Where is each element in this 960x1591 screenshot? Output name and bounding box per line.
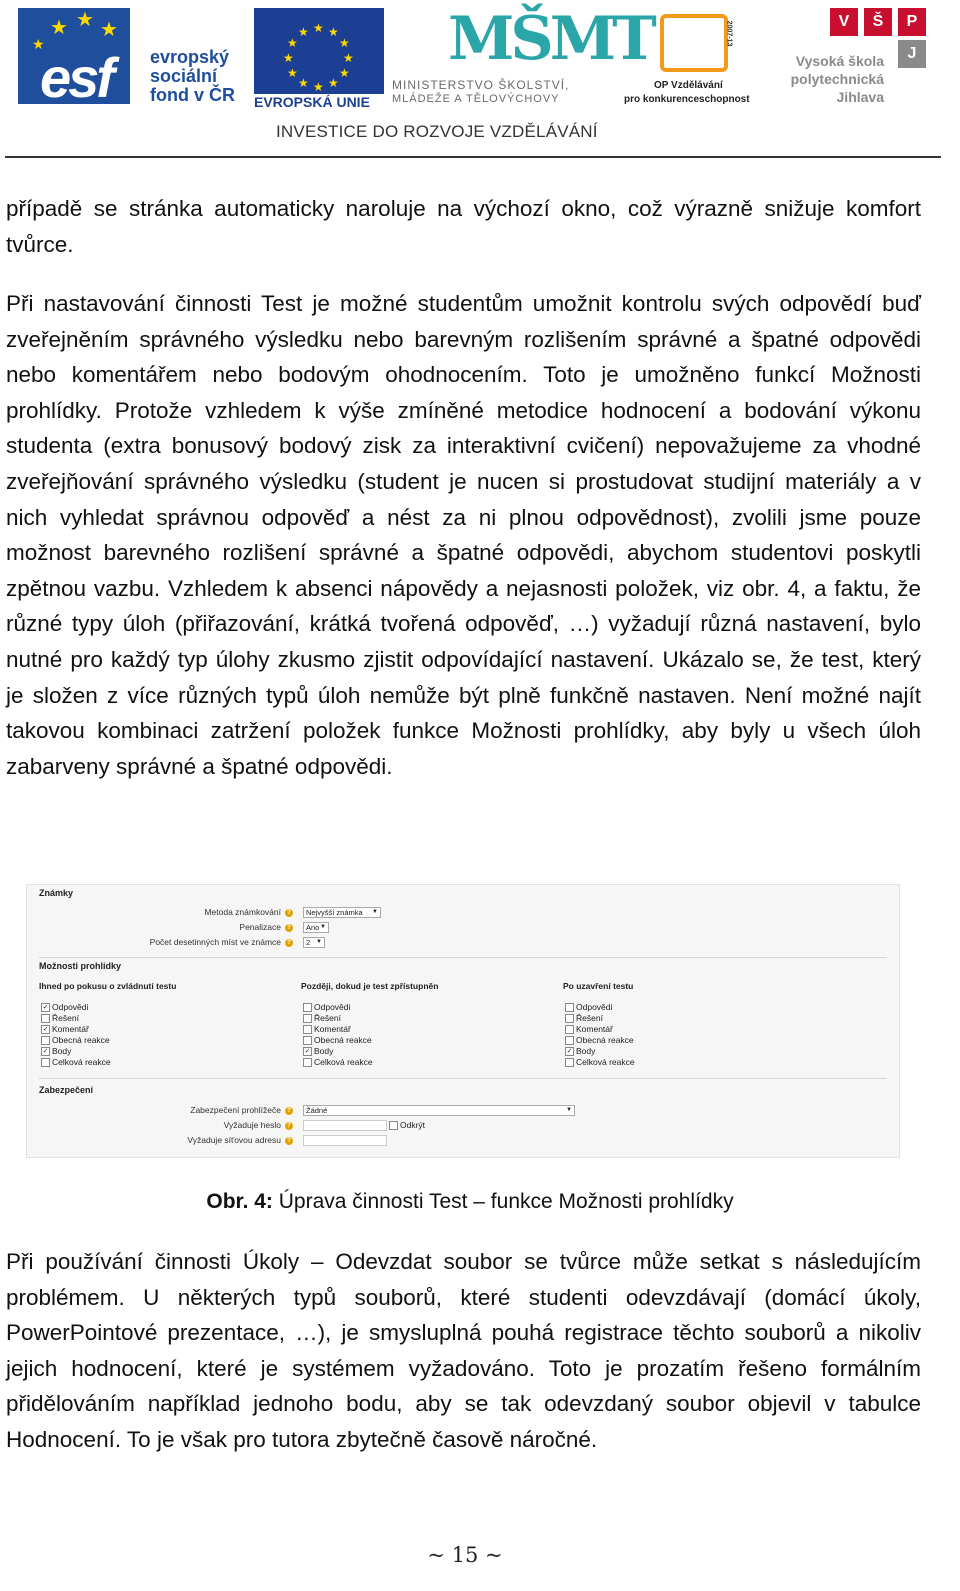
header-tagline: INVESTICE DO ROZVOJE VZDĚLÁVÁNÍ: [276, 122, 598, 141]
review-option-label: Body: [314, 1046, 334, 1056]
help-icon[interactable]: ?: [285, 939, 293, 947]
review-option-label: Řešení: [576, 1013, 603, 1023]
chevron-down-icon: ▼: [372, 909, 378, 915]
review-option-label: Obecná reakce: [52, 1035, 110, 1045]
chevron-down-icon: ▼: [320, 924, 326, 930]
review-option-checkbox[interactable]: [303, 1057, 373, 1068]
checkbox-icon: [565, 1058, 574, 1067]
review-option-checkbox[interactable]: [565, 1013, 603, 1024]
decimal-places-label: Počet desetinných míst ve známce: [149, 937, 281, 947]
op-logo-mark: [660, 14, 728, 72]
review-option-label: Komentář: [576, 1024, 613, 1034]
penalty-select[interactable]: Ano ▼: [303, 922, 329, 933]
figure-quiz-settings-screenshot: [26, 884, 900, 1158]
review-option-checkbox[interactable]: [303, 1035, 372, 1046]
star-icon: ★: [287, 66, 298, 80]
column-title-after-close: Po uzavření testu: [563, 981, 634, 991]
section-title-review-options: Možnosti prohlídky: [39, 961, 121, 971]
checked-checkbox-icon: ✓: [304, 1048, 311, 1056]
page-header: [0, 0, 960, 160]
unmask-checkbox[interactable]: Odkrýt: [389, 1120, 425, 1131]
checkbox-icon: [565, 1025, 574, 1034]
checked-checkbox-icon: ✓: [42, 1048, 49, 1056]
op-logo-year: 2007-13: [725, 20, 733, 47]
review-option-checkbox[interactable]: [303, 1013, 341, 1024]
checkbox-icon: [303, 1025, 312, 1034]
eu-flag-logo: [254, 8, 384, 94]
msmt-logo-line1: MINISTERSTVO ŠKOLSTVÍ,: [392, 78, 570, 92]
password-input[interactable]: [303, 1120, 387, 1131]
review-option-label: Obecná reakce: [576, 1035, 634, 1045]
page-number: ~ 15 ~: [427, 1543, 503, 1567]
review-option-checkbox[interactable]: [303, 1046, 333, 1057]
review-option-label: Celková reakce: [52, 1057, 111, 1067]
chevron-down-icon: ▼: [566, 1107, 572, 1113]
vspj-logo-letter: Š: [864, 8, 892, 36]
review-option-label: Body: [52, 1046, 72, 1056]
msmt-logo-mark: MŠMT: [448, 4, 653, 74]
checkbox-icon: [303, 1014, 312, 1023]
section-title-grades: Známky: [39, 888, 74, 898]
help-icon[interactable]: ?: [285, 1122, 293, 1130]
review-option-checkbox[interactable]: [41, 1002, 88, 1013]
star-icon: ★: [76, 9, 94, 31]
vspj-logo-letter: J: [898, 40, 926, 68]
star-icon: ★: [100, 19, 118, 41]
star-icon: ★: [298, 76, 309, 90]
vspj-logo-text: Vysoká škola polytechnická Jihlava: [790, 53, 884, 105]
review-option-checkbox[interactable]: [41, 1024, 89, 1035]
review-option-label: Komentář: [314, 1024, 351, 1034]
review-option-label: Celková reakce: [576, 1057, 635, 1067]
penalty-label: Penalizace: [239, 922, 281, 932]
paragraph-intro: případě se stránka automaticky naroluje na výchozí okno, což výrazně snižuje komfort tvůrce.: [6, 196, 921, 257]
require-password-label: Vyžaduje heslo: [223, 1120, 281, 1130]
review-option-label: Odpovědi: [576, 1002, 613, 1012]
eu-logo-text: EVROPSKÁ UNIE: [254, 94, 370, 110]
star-icon: ★: [313, 80, 324, 94]
help-icon[interactable]: ?: [285, 909, 293, 917]
review-option-label: Odpovědi: [314, 1002, 351, 1012]
checked-checkbox-icon: ✓: [42, 1026, 49, 1034]
chevron-down-icon: ▼: [316, 939, 322, 945]
checkbox-icon: [303, 1003, 312, 1012]
section-divider: [39, 957, 887, 958]
esf-logo-text: evropský sociální fond v ČR: [150, 47, 235, 105]
op-logo-line1: OP Vzdělávání: [654, 80, 723, 91]
column-title-later: Později, dokud je test zpřístupněn: [301, 981, 439, 991]
star-icon: ★: [339, 66, 350, 80]
network-address-input[interactable]: [303, 1135, 387, 1146]
paragraph-test-settings: Při nastavování činnosti Test je možné studentům umožnit kontrolu svých odpovědí buď zveřejněním správného výsledku nebo barevným rozlišením správné a špatné odpovědi nebo komentářem nebo bodovým ohodnocením. Toto je umožněno funkcí Možnosti prohlídky. Protože vzhledem k výše zmíněné metodice hodnocení a bodování výkonu studenta (extra bonusový bodový zisk za interaktivní cvičení) nepovažujeme za vhodné zveřejňování správného výsledku (student je nucen si prostudovat studijní materiály a v nich vyhledat správnou odpověď a nést za ni plnou odpovědnost), zvolili jsme pouze možnost barevného rozlišení správné a špatné odpovědi, abychom studentovi poskytli zpětnou vazbu. Vzhledem k absenci nápovědy a nejasnosti položek, viz obr. 4, a faktu, že různé typy úloh (přiřazování, krátká tvořená odpověď, …) vyžadují různá nastavení, bylo nutné pro každý typ úlohy zkusmo zjistit odpovídající nastavení. Ukázalo se, že test, který je složen z více různých typů úloh nemůže být plně funkčně nastaven. Není možné najít takovou kombinaci zatržení položek funkce Možnosti prohlídky, aby byly u všech úloh zabarveny správné a špatné odpovědi.: [6, 291, 921, 779]
star-icon: ★: [313, 21, 324, 35]
vspj-logo-letter: V: [830, 8, 858, 36]
review-option-label: Řešení: [314, 1013, 341, 1023]
star-icon: ★: [328, 25, 339, 39]
vspj-logo-letter: P: [898, 8, 926, 36]
help-icon[interactable]: ?: [285, 1137, 293, 1145]
review-option-label: Celková reakce: [314, 1057, 373, 1067]
star-icon: ★: [50, 17, 68, 39]
star-icon: ★: [339, 36, 350, 50]
star-icon: ★: [298, 25, 309, 39]
review-option-checkbox[interactable]: [41, 1035, 110, 1046]
review-option-checkbox[interactable]: [41, 1013, 79, 1024]
esf-logo-letters: esf: [40, 46, 112, 109]
review-option-label: Komentář: [52, 1024, 89, 1034]
figure-caption: Obr. 4: Úprava činnosti Test – funkce Možnosti prohlídky: [206, 1190, 734, 1213]
checkbox-icon: [389, 1121, 398, 1130]
review-option-checkbox[interactable]: [41, 1057, 111, 1068]
checked-checkbox-icon: ✓: [566, 1048, 573, 1056]
header-divider: [5, 156, 941, 158]
review-option-checkbox[interactable]: [41, 1046, 71, 1057]
checkbox-icon: [41, 1014, 50, 1023]
checked-checkbox-icon: ✓: [42, 1004, 49, 1012]
checkbox-icon: [41, 1036, 50, 1045]
review-option-checkbox[interactable]: [565, 1024, 613, 1035]
column-title-immediately: Ihned po pokusu o zvládnutí testu: [39, 981, 177, 991]
require-network-label: Vyžaduje síťovou adresu: [187, 1135, 281, 1145]
decimal-places-select[interactable]: 2 ▼: [303, 937, 325, 948]
star-icon: ★: [287, 36, 298, 50]
checkbox-icon: [565, 1014, 574, 1023]
review-option-checkbox[interactable]: [303, 1002, 350, 1013]
review-option-checkbox[interactable]: [565, 1046, 595, 1057]
browser-security-label: Zabezpečení prohlížeče: [190, 1105, 281, 1115]
checkbox-icon: [303, 1058, 312, 1067]
section-divider: [39, 1078, 887, 1079]
review-option-checkbox[interactable]: [565, 1035, 634, 1046]
checkbox-icon: [303, 1036, 312, 1045]
checkbox-icon: [565, 1036, 574, 1045]
star-icon: ★: [343, 51, 354, 65]
section-title-security: Zabezpečení: [39, 1085, 94, 1095]
paragraph-assignments: Při používání činnosti Úkoly – Odevzdat soubor se tvůrce může setkat s následujícím problémem. U některých typů souborů, které studenti odevzdávají (domácí úkoly, PowerPointové prezentace, …), je smysluplná pouhá registrace těchto souborů a nikoliv jejich hodnocení, které je systémem vyžadováno. Toto je prozatím řešeno formálním přidělováním například jednoho bodu, aby se tak odevzdaný soubor objevil v tabulce Hodnocení. To je však pro tutora zbytečně časově náročné.: [6, 1249, 921, 1452]
review-option-label: Obecná reakce: [314, 1035, 372, 1045]
browser-security-select[interactable]: Žádné ▼: [303, 1105, 575, 1116]
op-logo-line2: pro konkurenceschopnost: [624, 94, 750, 105]
star-icon: ★: [283, 51, 294, 65]
grading-method-label: Metoda známkování: [204, 907, 281, 917]
help-icon[interactable]: ?: [285, 924, 293, 932]
star-icon: ★: [32, 36, 45, 52]
review-option-checkbox[interactable]: [565, 1002, 612, 1013]
msmt-logo-line2: MLÁDEŽE A TĚLOVÝCHOVY: [392, 93, 560, 105]
help-icon[interactable]: ?: [285, 1107, 293, 1115]
checkbox-icon: [565, 1003, 574, 1012]
star-icon: ★: [328, 76, 339, 90]
review-option-checkbox[interactable]: [303, 1024, 351, 1035]
grading-method-select[interactable]: Nejvyšší známka ▼: [303, 907, 381, 918]
review-option-label: Body: [576, 1046, 596, 1056]
esf-logo: [18, 8, 130, 109]
review-option-label: Řešení: [52, 1013, 79, 1023]
review-option-checkbox[interactable]: [565, 1057, 635, 1068]
review-option-label: Odpovědi: [52, 1002, 89, 1012]
checkbox-icon: [41, 1058, 50, 1067]
